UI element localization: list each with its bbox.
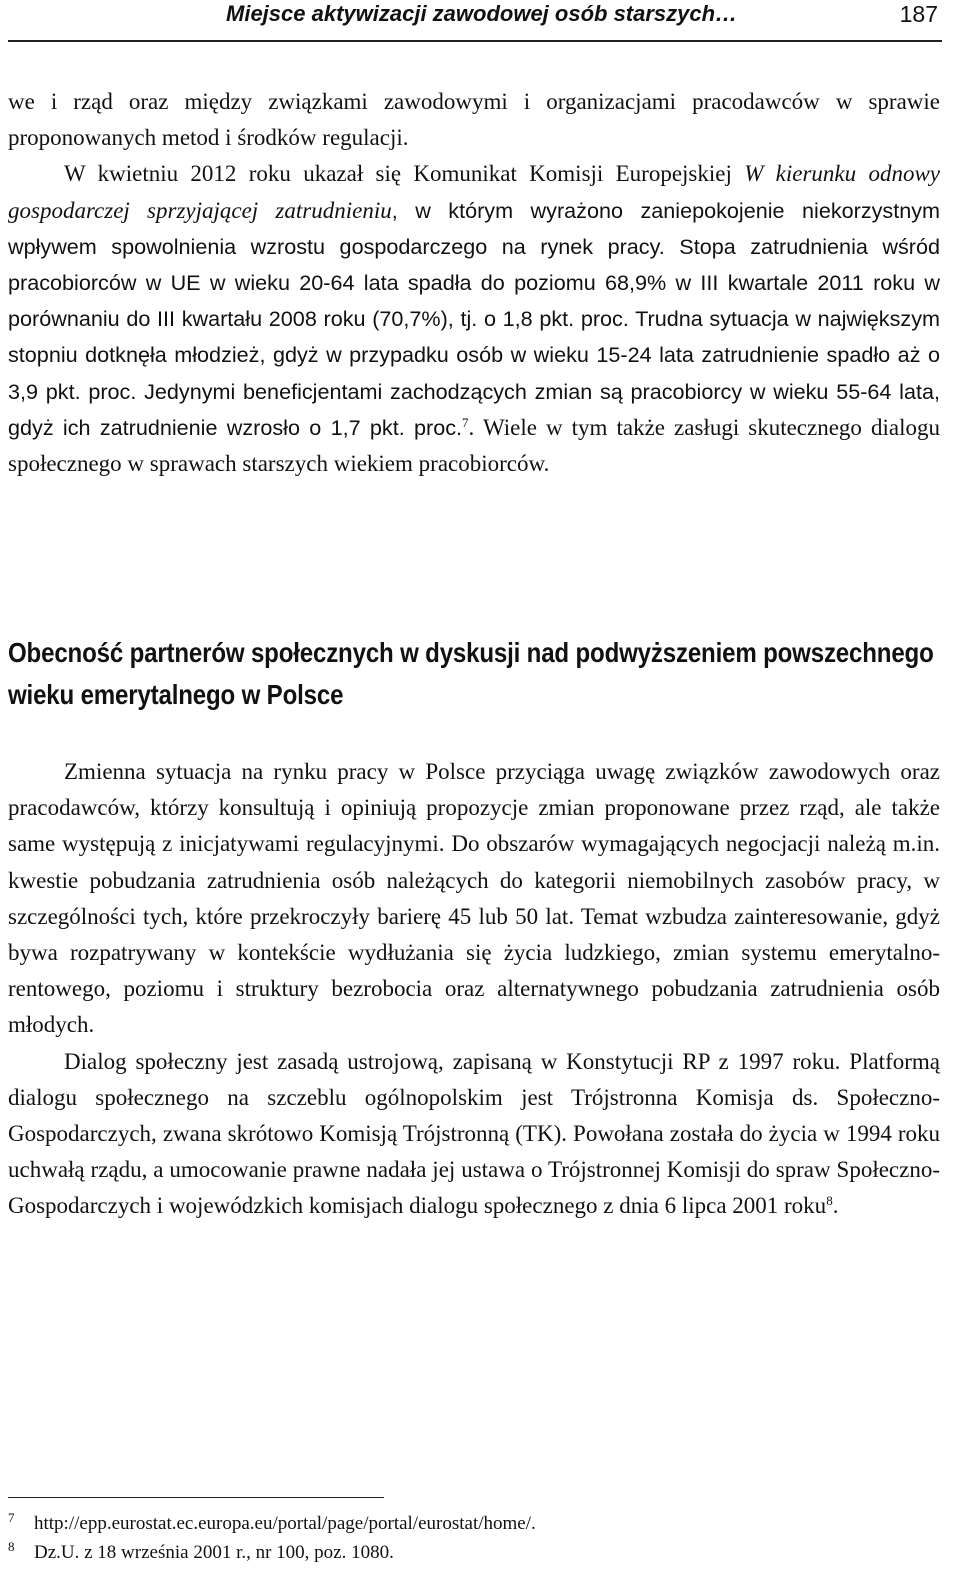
footnote-link[interactable]: http://epp.eurostat.ec.europa.eu/portal/page/portal/eurostat/home/.	[34, 1513, 536, 1534]
text-block-upper	[8, 84, 940, 482]
paragraph-commission	[8, 156, 940, 482]
text-run-sans: , w którym wyrażono zaniepokojenie niekorzystnym wpływem spowolnienia wzrostu gospodarczego na rynek pracy.	[8, 197, 941, 259]
running-title: Miejsce aktywizacji zawodowej osób starszych…	[226, 1, 738, 26]
footnote-8	[8, 1538, 940, 1567]
text-run-sans-stats: Stopa zatrudnienia wśród pracobiorców w UE w wieku 20-64 lata spadła do poziomu 68,9% w III kwartale 2011 roku w porównaniu do III kwartału 2008 roku (70,7%), tj. o 1,8 pkt. proc. Trudna sytuacja w największym stopniu dotknęła młodzież, gdyż w przypadku osób w wieku 15-24 lata zatrudnienie spadło aż o 3,9 pkt. proc. Jedynymi beneficjentami zachodzących zmian są pracobiorcy w wieku 55-64 lata, gdyż ich zatrudnienie wzrosło o 1,7 pkt. proc.	[8, 233, 940, 440]
footnote-mark: 7	[8, 1510, 15, 1525]
section-heading: Obecność partnerów społecznych w dyskusji nad podwyższeniem powszechnego wieku emerytalnego w Polsce	[8, 637, 934, 710]
text-run: Dialog społeczny jest zasadą ustrojową, zapisaną w Konstytucji RP z 1997 roku. Platformą dialogu społecznego na szczeblu ogólnopolskim jest Trójstronna Komisja ds. Społeczno-Gospodarczych, zwana skrótowo Komisją Trójstronną (TK). Powołana została do życia w 1994 roku uchwałą rządu, a umocowanie prawne nadała jej ustawa o Trójstronnej Komisji do spraw Społeczno-Gospodarczych i wojewódzkich komisjach dialogu społecznego z dnia 6 lipca 2001 roku	[8, 1048, 940, 1219]
footnote-7	[8, 1509, 940, 1538]
footnote-ref-8: 8	[826, 1193, 833, 1209]
text-run-end: . Wiele w tym także zasługi skutecznego dialogu społecznego w sprawach starszych wiekiem pracobiorców.	[8, 414, 940, 477]
paragraph-social-dialogue	[8, 1044, 940, 1225]
text-run: W kwietniu 2012 roku ukazał się Komunikat Komisji Europejskiej	[64, 161, 745, 187]
running-header	[8, 0, 942, 42]
document-title-italic: W kierunku odnowy gospodarczej sprzyjającej zatrudnieniu	[8, 161, 940, 223]
paragraph-labour-market: Zmienna sytuacja na rynku pracy w Polsce przyciąga uwagę związków zawodowych oraz pracodawców, którzy konsultują i opiniują propozycje zmian proponowane przez rząd, ale także same występują z inicjatywami regulacyjnymi. Do obszarów wymagających negocjacji należą m.in. kwestie pobudzania zatrudnienia osób należących do kategorii niemobilnych zasobów pracy, w szczególności tych, które przekroczyły barierę 45 lub 50 lat. Temat wzbudza zainteresowanie, gdyż bywa rozpatrywany w kontekście wydłużania się życia ludzkiego, zmian systemu emerytalno-rentowego, poziomu i struktury bezrobocia oraz alternatywnego pobudzania zatrudnienia osób młodych.	[8, 759, 940, 1038]
footnote-mark: 8	[8, 1539, 15, 1554]
text-block-lower	[8, 754, 940, 1225]
footnotes	[8, 1509, 940, 1567]
page-number: 187	[899, 1, 938, 27]
paragraph-continuation: we i rząd oraz między związkami zawodowymi i organizacjami pracodawców w sprawie proponowanych metod i środków regulacji.	[8, 89, 940, 151]
text-run-end: .	[832, 1193, 839, 1219]
footnote-separator	[8, 1497, 384, 1498]
footnote-ref-7: 7	[462, 415, 469, 431]
footnote-text: Dz.U. z 18 września 2001 r., nr 100, poz. 1080.	[34, 1542, 394, 1563]
